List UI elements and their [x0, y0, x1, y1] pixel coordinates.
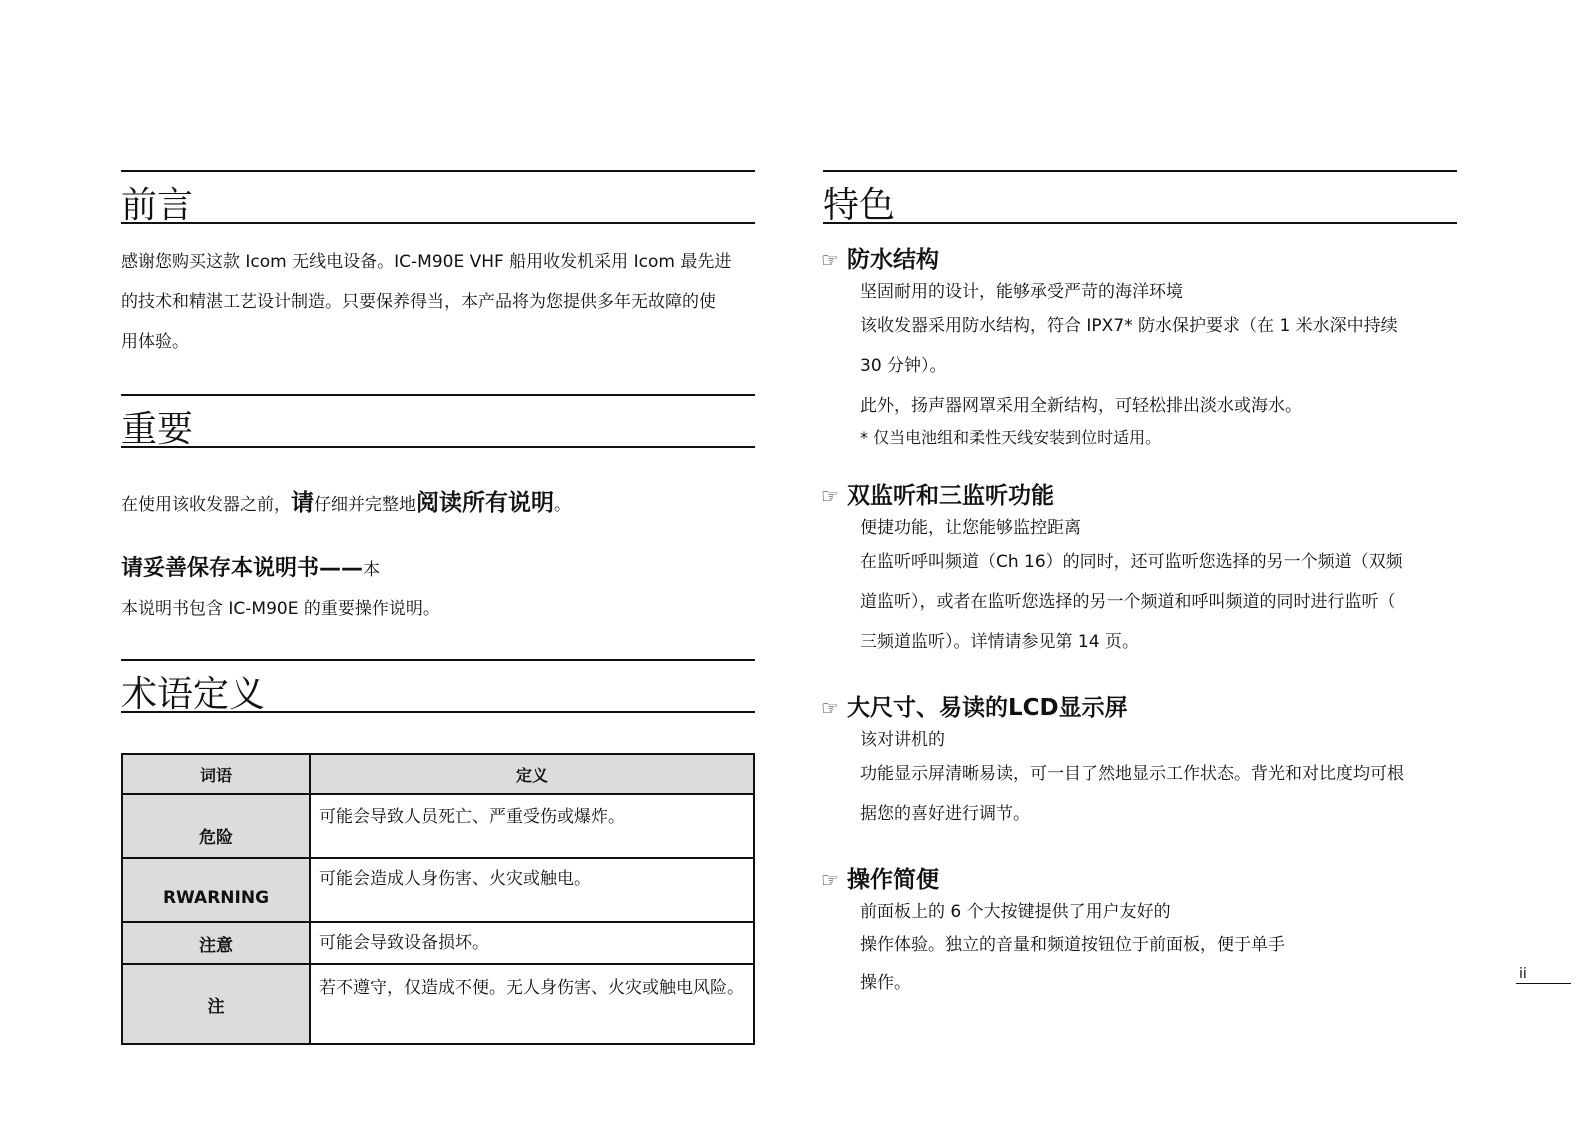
term-cell: 注: [122, 964, 310, 1044]
feature-line: 操作。: [860, 973, 911, 993]
feature-heading: [823, 694, 1457, 722]
keep-manual-small: 本: [363, 560, 381, 580]
important-statement: [121, 484, 755, 517]
feature-lines: [860, 754, 1457, 834]
term-cell: 注意: [122, 922, 310, 964]
table-row: [122, 858, 754, 922]
table-row: [122, 964, 754, 1044]
feature-heading: [823, 482, 1457, 510]
feature-body: [860, 516, 1457, 662]
definitions-table: [121, 753, 755, 1045]
feature-subtitle: 坚固耐用的设计，能够承受严苛的海洋环境: [860, 282, 1183, 302]
feature-body: [860, 280, 1457, 450]
header-term: 词语: [122, 754, 310, 794]
foreword-line: 感谢您购买这款 Icom 无线电设备。IC-M90E VHF 船用收发机采用 Icom 最先进: [121, 252, 732, 272]
feature-footnote: * 仅当电池组和柔性天线安装到位时适用。: [860, 428, 1162, 447]
page-number: ii: [1516, 965, 1571, 984]
feature-lcd: [823, 694, 1457, 834]
important-title: 重要: [121, 394, 755, 448]
keep-manual-title: 请妥善保存本说明书——: [121, 556, 364, 581]
definition-cell: 若不遵守，仅造成不便。无人身伤害、火灾或触电风险。: [310, 964, 754, 1044]
table-row: [122, 794, 754, 858]
feature-lines: [860, 542, 1457, 662]
table-header-row: [122, 754, 754, 794]
feature-heading: [823, 866, 1457, 894]
feature-line: 在监听呼叫频道（Ch 16）的同时，还可监听您选择的另一个频道（双频: [860, 552, 1403, 572]
important-text: 在使用该收发器之前，: [121, 495, 291, 515]
feature-line: 30 分钟）。: [860, 356, 947, 376]
term-cell: 危险: [122, 794, 310, 858]
pointing-hand-icon: ☞: [821, 484, 839, 508]
features-title: 特色: [823, 170, 1457, 224]
important-emphasis: 请: [291, 490, 314, 516]
feature-line: 道监听），或者在监听您选择的另一个频道和呼叫频道的同时进行监听（: [860, 592, 1396, 612]
feature-heading-text: 操作简便: [846, 867, 939, 893]
definition-cell: 可能会造成人身伤害、火灾或触电。: [310, 858, 754, 922]
feature-body: [860, 900, 1457, 1002]
keep-manual-heading: [121, 551, 755, 582]
left-column: [121, 170, 755, 1045]
pointing-hand-icon: ☞: [821, 868, 839, 892]
feature-subtitle: 该对讲机的: [860, 730, 945, 750]
feature-easy-operation: [823, 866, 1457, 1002]
feature-lines: [860, 926, 1457, 1002]
feature-heading-text: 大尺寸、易读的LCD显示屏: [846, 695, 1128, 721]
foreword-body: [121, 242, 755, 362]
important-text: 。: [554, 495, 571, 515]
definition-cell: 可能会导致人员死亡、严重受伤或爆炸。: [310, 794, 754, 858]
feature-dual-watch: [823, 482, 1457, 662]
definitions-title: 术语定义: [121, 659, 755, 713]
feature-subtitle: 便捷功能，让您能够监控距离: [860, 518, 1081, 538]
keep-manual-body: 本说明书包含 IC-M90E 的重要操作说明。: [121, 599, 440, 619]
feature-line: 该收发器采用防水结构，符合 IPX7* 防水保护要求（在 1 米水深中持续: [860, 316, 1398, 336]
pointing-hand-icon: ☞: [821, 696, 839, 720]
definition-cell: 可能会导致设备损坏。: [310, 922, 754, 964]
pointing-hand-icon: ☞: [821, 248, 839, 272]
table-row: [122, 922, 754, 964]
feature-line: 据您的喜好进行调节。: [860, 804, 1030, 824]
feature-heading: [823, 246, 1457, 274]
important-text: 仔细并完整地: [314, 495, 416, 515]
feature-line: 操作体验。独立的音量和频道按钮位于前面板，便于单手: [860, 935, 1285, 955]
header-definition: 定义: [310, 754, 754, 794]
term-cell: RWARNING: [122, 858, 310, 922]
feature-heading-text: 双监听和三监听功能: [846, 483, 1054, 509]
important-emphasis: 阅读所有说明: [416, 490, 554, 516]
feature-waterproof: [823, 246, 1457, 450]
feature-subtitle: 前面板上的 6 个大按键提供了用户友好的: [860, 902, 1171, 922]
feature-line: 此外，扬声器网罩采用全新结构，可轻松排出淡水或海水。: [860, 396, 1302, 416]
foreword-line: 的技术和精湛工艺设计制造。只要保养得当，本产品将为您提供多年无故障的使: [121, 292, 716, 312]
feature-line: 功能显示屏清晰易读，可一目了然地显示工作状态。背光和对比度均可根: [860, 764, 1404, 784]
feature-lines: [860, 306, 1457, 426]
feature-body: [860, 728, 1457, 834]
right-column: [823, 170, 1457, 1002]
foreword-line: 用体验。: [121, 332, 189, 352]
feature-line: 三频道监听）。详情请参见第 14 页。: [860, 632, 1139, 652]
feature-heading-text: 防水结构: [846, 247, 939, 273]
foreword-title: 前言: [121, 170, 755, 224]
